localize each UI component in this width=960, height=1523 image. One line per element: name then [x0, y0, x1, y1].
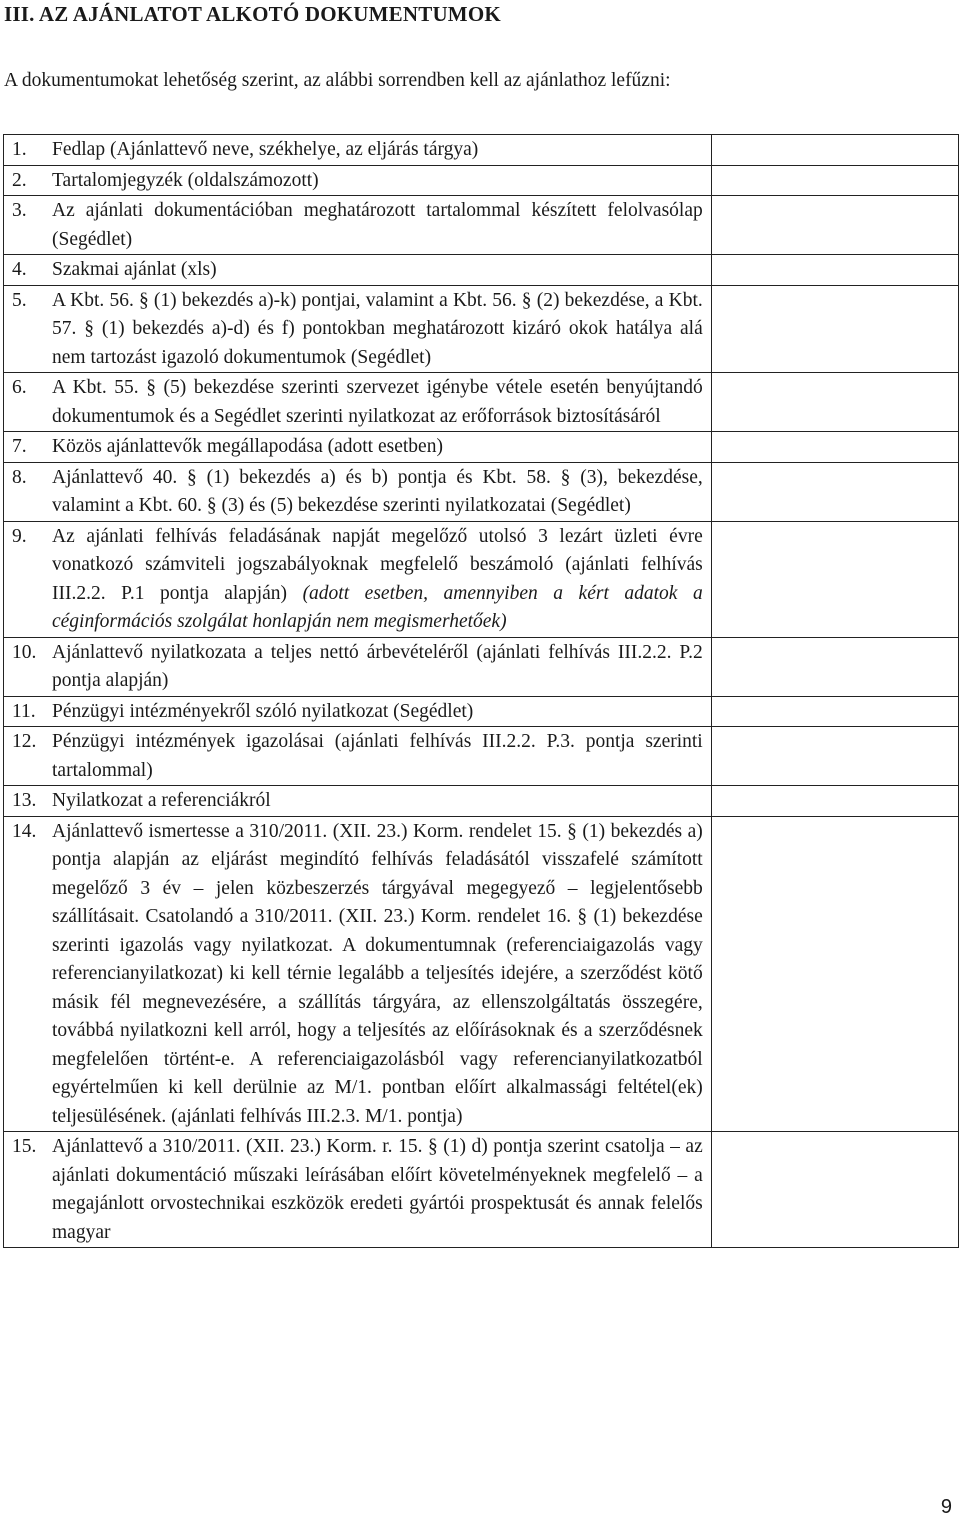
item-text-wrapper	[52, 256, 703, 285]
list-item	[4, 373, 711, 431]
intro-text: A dokumentumokat lehetőség szerint, az alábbi sorrendben kell az ajánlathoz lefűzni:	[4, 70, 671, 91]
document-row	[4, 373, 959, 432]
list-item	[4, 432, 711, 462]
document-page-cell	[711, 432, 958, 463]
item-number: 7.	[12, 436, 27, 457]
item-number: 3.	[12, 200, 27, 221]
document-description-cell	[4, 696, 712, 727]
item-note-italic: (adott esetben, amennyiben a kért adatok a céginformációs szolgálat honlapján nem megismerhetőek)	[52, 582, 703, 632]
document-description-cell	[4, 816, 712, 1132]
document-description-cell	[4, 727, 712, 786]
document-description-cell	[4, 637, 712, 696]
document-row	[4, 135, 959, 166]
item-text-wrapper	[52, 374, 703, 431]
item-text: Ajánlattevő a 310/2011. (XII. 23.) Korm. r. 15. § (1) d) pontja szerint csatolja – az ajánlati dokumentáció műszaki leírásában előírt követelményeknek megfelelő – a megajánlott orvostechnikai eszközök eredeti gyártói prospektusát és annak felelős magyar	[52, 1136, 703, 1243]
item-number: 5.	[12, 289, 27, 311]
item-number: 13.	[12, 790, 37, 811]
document-page-cell	[711, 462, 958, 521]
item-text-wrapper	[52, 167, 703, 196]
document-row	[4, 786, 959, 817]
item-text-wrapper	[52, 787, 703, 816]
item-number: 2.	[12, 169, 27, 191]
item-text: A Kbt. 55. § (5) bekezdése szerinti szervezet igénybe vétele esetén benyújtandó dokumentumok és a Segédlet szerinti nyilatkozat az erőforrások biztosításáról	[52, 377, 703, 427]
item-text-wrapper	[52, 523, 703, 637]
item-number: 15.	[12, 1136, 37, 1157]
document-row	[4, 462, 959, 521]
list-item	[4, 286, 711, 373]
documents-table	[3, 134, 959, 1248]
item-text: Fedlap (Ajánlattevő neve, székhelye, az eljárás tárgya)	[52, 139, 479, 160]
item-number: 6.	[12, 377, 27, 398]
document-description-cell	[4, 196, 712, 255]
document-description-cell	[4, 135, 712, 166]
item-text: Közös ajánlattevők megállapodása (adott esetben)	[52, 436, 443, 457]
document-row	[4, 816, 959, 1132]
list-item	[4, 255, 711, 285]
document-page-cell	[711, 285, 958, 373]
item-text: Szakmai ajánlat (xls)	[52, 259, 217, 280]
document-page-cell	[711, 816, 958, 1132]
list-item	[4, 638, 711, 696]
document-row	[4, 637, 959, 696]
list-item	[4, 196, 711, 254]
list-item	[4, 135, 711, 165]
item-text: Az ajánlati felhívás feladásának napját megelőző utolsó 3 lezárt üzleti évre vonatkozó számviteli jogszabályoknak megfelelő beszámoló (ajánlati felhívás III.2.2. P.1 pontja alapján)	[52, 525, 703, 604]
item-text-wrapper	[52, 433, 703, 462]
item-text-wrapper	[52, 1133, 703, 1247]
list-item	[4, 727, 711, 785]
document-page-cell	[711, 255, 958, 286]
item-text-wrapper	[52, 728, 703, 785]
document-row	[4, 696, 959, 727]
list-item	[4, 1132, 711, 1247]
document-description-cell	[4, 786, 712, 817]
document-page-cell	[711, 696, 958, 727]
item-text: A Kbt. 56. § (1) bekezdés a)-k) pontjai, valamint a Kbt. 56. § (2) bekezdése, a Kbt. 57. § (1) bekezdés a)-d) és f) pontokban meghatározott kizáró okok hatálya alá nem tartozást igazoló dokumentumok (Segédlet)	[52, 289, 703, 368]
list-item	[4, 166, 711, 196]
document-page-cell	[711, 637, 958, 696]
item-text-wrapper	[52, 698, 703, 727]
document-description-cell	[4, 373, 712, 432]
document-page-cell	[711, 521, 958, 637]
item-text-wrapper	[52, 136, 703, 165]
item-text-wrapper	[52, 464, 703, 521]
document-row	[4, 165, 959, 196]
document-row	[4, 521, 959, 637]
item-text: Nyilatkozat a referenciákról	[52, 790, 271, 811]
document-row	[4, 285, 959, 373]
list-item	[4, 817, 711, 1132]
document-description-cell	[4, 521, 712, 637]
item-text-wrapper	[52, 287, 703, 373]
document-page-cell	[711, 786, 958, 817]
document-page-cell	[711, 1132, 958, 1248]
document-row	[4, 255, 959, 286]
item-text-wrapper	[52, 818, 703, 1132]
item-text-wrapper	[52, 197, 703, 254]
document-row	[4, 727, 959, 786]
document-description-cell	[4, 165, 712, 196]
item-text: Pénzügyi intézmények igazolásai (ajánlati felhívás III.2.2. P.3. pontja szerinti tartalommal)	[52, 731, 703, 781]
document-row	[4, 432, 959, 463]
document-page-cell	[711, 727, 958, 786]
item-number: 10.	[12, 641, 37, 663]
item-text: Pénzügyi intézményekről szóló nyilatkozat (Segédlet)	[52, 700, 474, 722]
document-description-cell	[4, 285, 712, 373]
item-text: Ajánlattevő 40. § (1) bekezdés a) és b) pontja és Kbt. 58. § (3), bekezdése, valamint a Kbt. 60. § (3) és (5) bekezdése szerinti nyilatkozatai (Segédlet)	[52, 466, 703, 516]
item-number: 4.	[12, 259, 27, 280]
item-text-wrapper	[52, 639, 703, 696]
document-page-cell	[711, 135, 958, 166]
item-text: Az ajánlati dokumentációban meghatározott tartalommal készített felolvasólap (Segédlet)	[52, 200, 703, 250]
list-item	[4, 522, 711, 637]
item-text: Tartalomjegyzék (oldalszámozott)	[52, 169, 319, 191]
section-heading: III. AZ AJÁNLATOT ALKOTÓ DOKUMENTUMOK	[4, 2, 501, 26]
item-text: Ajánlattevő ismertesse a 310/2011. (XII. 23.) Korm. rendelet 15. § (1) bekezdés a) pontja alapján az eljárást megindító felhívás feladásától visszafelé számított megelőző 3 év – jelen közbeszerzés tárgyával megegyező – legjelentősebb szállításait. Csatolandó a 310/2011. (XII. 23.) Korm. rendelet 16. § (1) bekezdése szerinti igazolás vagy nyilatkozat. A dokumentumnak (referenciaigazolás vagy referencianyilatkozat) ki kell térnie legalább a teljesítés idejére, a szerződést kötő másik fél megnevezésére, a szállítás tárgyára, az ellenszolgáltatás összegére, továbbá nyilatkozni kell arról, hogy a teljesítés az előírásoknak és a szerződésnek megfelelően történt-e. A referenciaigazolásból vagy referencianyilatkozatból egyértelműen ki kell derülnie az M/1. pontban előírt alkalmassági feltétel(ek) teljesülésének. (ajánlati felhívás III.2.3. M/1. pontja)	[52, 820, 703, 1127]
document-page-cell	[711, 196, 958, 255]
item-number: 14.	[12, 820, 37, 842]
document-description-cell	[4, 255, 712, 286]
item-number: 8.	[12, 466, 27, 488]
document-page-cell	[711, 373, 958, 432]
item-text: Ajánlattevő nyilatkozata a teljes nettó árbevételéről (ajánlati felhívás III.2.2. P.2 pontja alapján)	[52, 641, 703, 691]
page-number: 9	[940, 1496, 952, 1518]
document-row	[4, 1132, 959, 1248]
list-item	[4, 697, 711, 727]
document-page-cell	[711, 165, 958, 196]
document-row	[4, 196, 959, 255]
list-item	[4, 786, 711, 816]
document-description-cell	[4, 1132, 712, 1248]
item-number: 11.	[12, 700, 36, 722]
document-description-cell	[4, 432, 712, 463]
list-item	[4, 463, 711, 521]
document-description-cell	[4, 462, 712, 521]
item-number: 12.	[12, 731, 37, 752]
item-number: 1.	[12, 139, 27, 160]
item-number: 9.	[12, 525, 27, 547]
